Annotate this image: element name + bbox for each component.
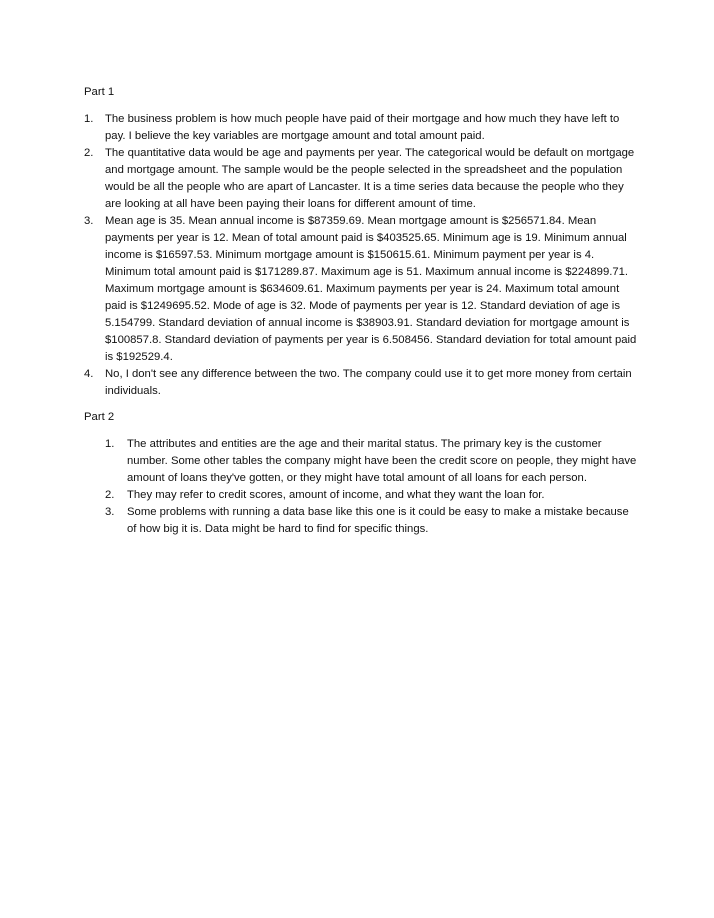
list-item [84,111,640,145]
list-item-text: The quantitative data would be age and payments per year. The categorical would be default on mortgage and mortgage amount. The sample would be the people selected in the spreadsheet and the population would be all the people who are apart of Lancaster. It is a time series data because the people who they are looking at all have been paying their loans for different amount of time. [105,147,635,210]
list-item-text: No, I don't see any difference between the two. The company could use it to get more money from certain individuals. [105,368,632,397]
part-2-list [84,436,640,538]
list-number: 2. [105,489,115,501]
list-item [105,436,640,487]
list-item-text: They may refer to credit scores, amount of income, and what they want the loan for. [127,489,545,501]
document-body [84,84,640,538]
list-item [105,487,640,504]
list-number: 3. [84,215,94,227]
list-item-text: The business problem is how much people have paid of their mortgage and how much they have left to pay. I believe the key variables are mortgage amount and total amount paid. [105,113,620,142]
list-item-text: Mean age is 35. Mean annual income is $87359.69. Mean mortgage amount is $256571.84. Mean payments per year is 12. Mean of total amount paid is $403525.65. Minimum age is 19. Minimum annual income is $16597.53. Minimum mortgage amount is $150615.61. Minimum payment per year is 4. Minimum total amount paid is $171289.87. Maximum age is 51. Maximum annual income is $224899.71. Maximum mortgage amount is $634609.61. Maximum payments per year is 24. Maximum total amount paid is $1249695.52. Mode of age is 32. Mode of payments per year is 12. Standard deviation of age is 5.154799. Standard deviation of annual income is $38903.91. Standard deviation for mortgage amount is $100857.8. Standard deviation of payments per year is 6.508456. Standard deviation for total amount paid is $192529.4. [105,215,637,363]
list-number: 1. [105,438,115,450]
list-number: 4. [84,368,94,380]
list-number: 3. [105,506,115,518]
list-item [105,504,640,538]
list-item-text: The attributes and entities are the age and their marital status. The primary key is the customer number. Some other tables the company might have been the credit score on people, they might have amount of loans they've gotten, or they might have total amount of all loans for each person. [127,438,637,484]
list-item [84,145,640,213]
list-number: 1. [84,113,94,125]
part-2-heading: Part 2 [84,411,115,423]
part-1-heading: Part 1 [84,86,115,98]
list-item-text: Some problems with running a data base like this one is it could be easy to make a mistake because of how big it is. Data might be hard to find for specific things. [127,506,629,535]
list-item [84,366,640,400]
list-number: 2. [84,147,94,159]
part-1-list [84,111,640,400]
list-item [84,213,640,366]
